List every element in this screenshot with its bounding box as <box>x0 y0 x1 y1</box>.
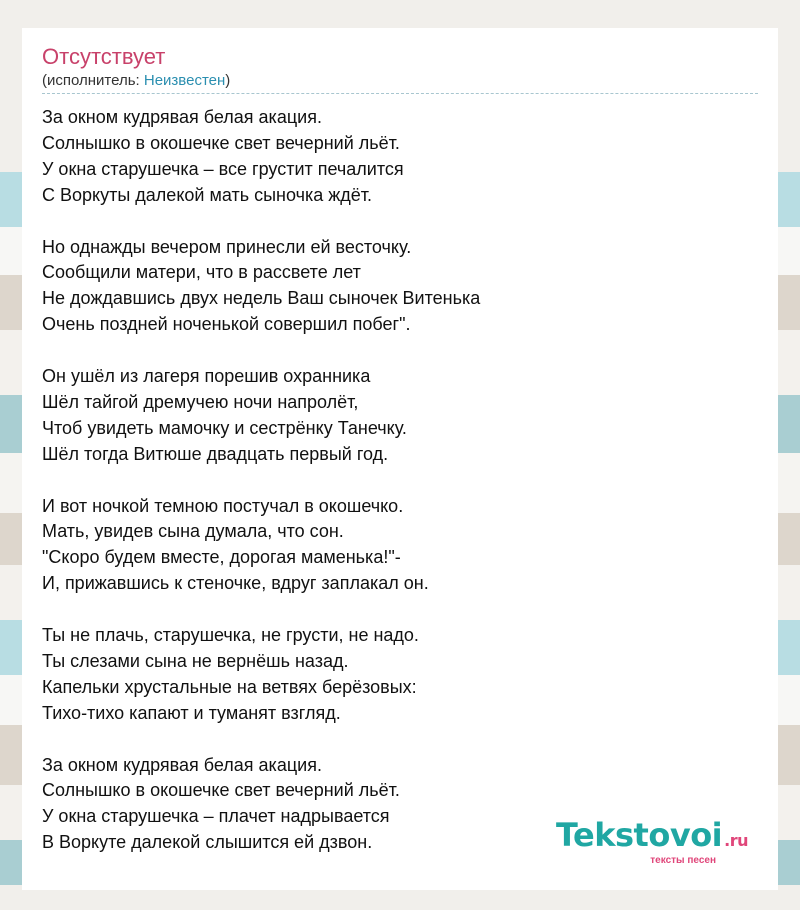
lyrics-line: Солнышко в окошечке свет вечерний льёт. <box>42 132 400 153</box>
lyrics-line: Ты слезами сына не вернёшь назад. <box>42 650 349 671</box>
lyrics-line: У окна старушечка – плачет надрывается <box>42 806 390 827</box>
lyrics-text <box>42 105 758 856</box>
lyrics-line: Солнышко в окошечке свет вечерний льёт. <box>42 780 400 801</box>
lyrics-line: Мать, увидев сына думала, что сон. <box>42 521 344 542</box>
lyrics-line: За окном кудрявая белая акация. <box>42 754 322 775</box>
artist-line <box>42 71 758 94</box>
lyrics-line: Он ушёл из лагеря порешив охранника <box>42 366 371 387</box>
lyrics-line: С Воркуты далекой мать сыночка ждёт. <box>42 184 373 205</box>
artist-link[interactable]: Неизвестен <box>143 72 226 89</box>
logo-name: Tekstovoi <box>555 816 723 854</box>
lyrics-stanza <box>42 105 758 209</box>
logo-tld: .ru <box>724 831 748 850</box>
lyrics-line: И, прижавшись к стеночке, вдруг заплакал он. <box>42 573 429 594</box>
lyrics-line: Сообщили матери, что в рассвете лет <box>42 262 361 283</box>
site-logo[interactable] <box>556 818 748 866</box>
song-title: Отсутствует <box>42 44 166 69</box>
artist-prefix: (исполнитель: <box>42 72 144 89</box>
lyrics-stanza <box>42 235 758 339</box>
lyrics-line: В Воркуте далекой слышится ей дзвон. <box>42 832 373 853</box>
lyrics-line: Чтоб увидеть мамочку и сестрёнку Танечку. <box>42 417 407 438</box>
lyrics-line: Шёл тогда Витюше двадцать первый год. <box>42 443 389 464</box>
lyrics-line: Шёл тайгой дремучею ночи напролёт, <box>42 391 359 412</box>
logo-tagline: тексты песен <box>650 855 716 866</box>
lyrics-line: И вот ночкой темною постучал в окошечко. <box>42 495 404 516</box>
lyrics-stanza <box>42 494 758 598</box>
lyrics-card <box>22 28 778 890</box>
artist-suffix: ) <box>225 72 231 89</box>
lyrics-line: "Скоро будем вместе, дорогая маменька!"- <box>42 547 401 568</box>
lyrics-line: У окна старушечка – все грустит печалится <box>42 158 404 179</box>
lyrics-line: Не дождавшись двух недель Ваш сыночек Витенька <box>42 288 481 309</box>
lyrics-line: За окном кудрявая белая акация. <box>42 107 322 127</box>
lyrics-line: Капельки хрустальные на ветвях берёзовых: <box>42 676 417 697</box>
lyrics-line: Но однажды вечером принесли ей весточку. <box>42 236 412 257</box>
lyrics-line: Ты не плачь, старушечка, не грусти, не надо. <box>42 625 419 646</box>
lyrics-line: Очень поздней ноченькой совершил побег". <box>42 314 411 335</box>
lyrics-stanza <box>42 364 758 468</box>
lyrics-stanza <box>42 623 758 727</box>
lyrics-line: Тихо-тихо капают и туманят взгляд. <box>42 702 341 723</box>
